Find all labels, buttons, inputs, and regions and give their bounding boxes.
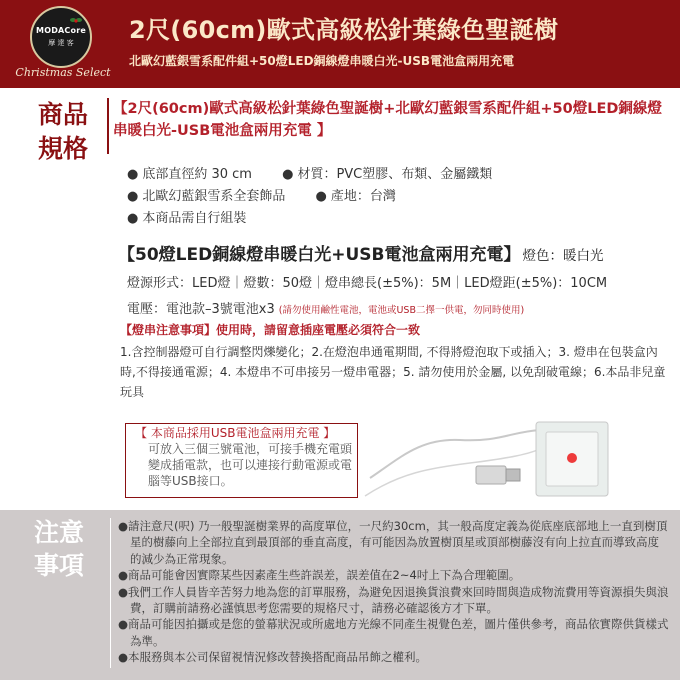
led-voltage-note: (請勿使用鹼性電池，電池或USB二擇一供電，勿同時使用)	[278, 305, 525, 316]
spec-bullet: ● 底部直徑約 30 cm	[127, 167, 252, 182]
led-voltage-line	[127, 298, 524, 317]
warning-body: 1.含控制器燈可自行調整閃爍變化；2.在燈泡串通電期間, 不得將燈泡取下或插入；3. 燈串在包裝盒內時,不得接通電源；4. 本燈串不可串接另一燈串電器；5. 請勿使用於金屬, 以免刮破電線；6.本品非兒童玩具	[120, 345, 666, 399]
notes-item: ●請注意尺(呎) 乃一般聖誕樹業界的高度單位，一尺約30cm，其一般高度定義為從底座底部地上一直到樹頂星的樹藤向上全部拉直到最頂部的垂直高度，有可能因為放置樹頂星或頂部樹藤沒有向上拉直而導致高度的減少為正常現象。	[118, 519, 668, 566]
spec-bullet-row	[127, 164, 518, 186]
led-section-title	[118, 240, 603, 265]
spec-bullet: ● 本商品需自行組裝	[127, 211, 247, 226]
led-voltage: 電壓：電池款–3號電池x3	[127, 302, 275, 317]
notes-label	[28, 516, 90, 582]
notes-item: ●商品可能因拍攝或是您的螢幕狀況或所處地方光線不同產生視覺色差，圖片僅供參考，商品依實際供貨樣式為準。	[118, 617, 669, 648]
usb-battery-box-image	[360, 418, 620, 500]
notes-label-line1: 注意	[33, 518, 84, 547]
spec-bullet-row	[127, 208, 518, 230]
spec-bullet: ● 產地：台灣	[315, 189, 396, 204]
notes-list	[118, 518, 670, 666]
notes-divider	[110, 518, 111, 668]
spec-bullet-row	[127, 186, 518, 208]
brand-script: Christmas Select	[15, 66, 111, 79]
notes-item: ●本服務與本公司保留視情況修改替換搭配商品吊飾之權利。	[118, 650, 428, 665]
page-subtitle: 北歐幻藍銀雪系配件組+50燈LED銅線燈串暖白光-USB電池盒兩用充電	[129, 54, 515, 68]
brand-logo	[30, 6, 92, 68]
spec-title: 【2尺(60cm)歐式高級松針葉綠色聖誕樹+北歐幻藍銀雪系配件組+50燈LED銅線燈串暖白光-USB電池盒兩用充電 】	[113, 101, 662, 139]
notes-item: ●我們工作人員皆辛苦努力地為您的訂單服務，為避免因退換貨浪費來回時間與造成物流費用等資源損失與浪費，訂購前請務必謹慎思考您需要的規格尺寸，請務必確認後方才下單。	[118, 584, 669, 616]
brand-name-cn: 摩 達 客	[48, 39, 74, 47]
spec-bullet: ● 材質：PVC塑膠、布類、金屬鐵類	[282, 167, 493, 182]
spec-bullets	[127, 164, 518, 230]
notes-label-line2: 事項	[33, 551, 84, 580]
spec-label-line1: 商品	[37, 100, 88, 129]
page-title: 2尺(60cm)歐式高級松針葉綠色聖誕樹	[129, 16, 559, 44]
spec-label-line2: 規格	[37, 134, 88, 163]
spec-divider	[107, 98, 109, 154]
spec-label	[32, 98, 94, 166]
brand-name: MODACore	[36, 26, 86, 35]
led-spec-line: 燈源形式：LED燈｜燈數：50燈｜燈串總長(±5%)：5M｜LED燈距(±5%)：10CM	[127, 276, 608, 291]
spec-bullet: ● 北歐幻藍銀雪系全套飾品	[127, 189, 286, 204]
led-title-text: 【50燈LED銅線燈串暖白光+USB電池盒兩用充電】	[118, 245, 521, 265]
usb-info-title: 【 本商品採用USB電池盒兩用充電 】	[135, 426, 336, 440]
led-color: 燈色：暖白光	[522, 248, 604, 264]
holly-icon	[70, 16, 82, 24]
notes-item: ●商品可能會因實際某些因素產生些許誤差，誤差值在2~4吋上下為合理範圍。	[118, 568, 521, 583]
usb-info-body: 可放入三個三號電池，可接手機充電頭變成插電款，也可以連接行動電源或電腦等USB接口。	[148, 442, 353, 488]
warning-title: 【燈串注意事項】使用時，請留意插座電壓必須符合一致	[120, 323, 421, 337]
